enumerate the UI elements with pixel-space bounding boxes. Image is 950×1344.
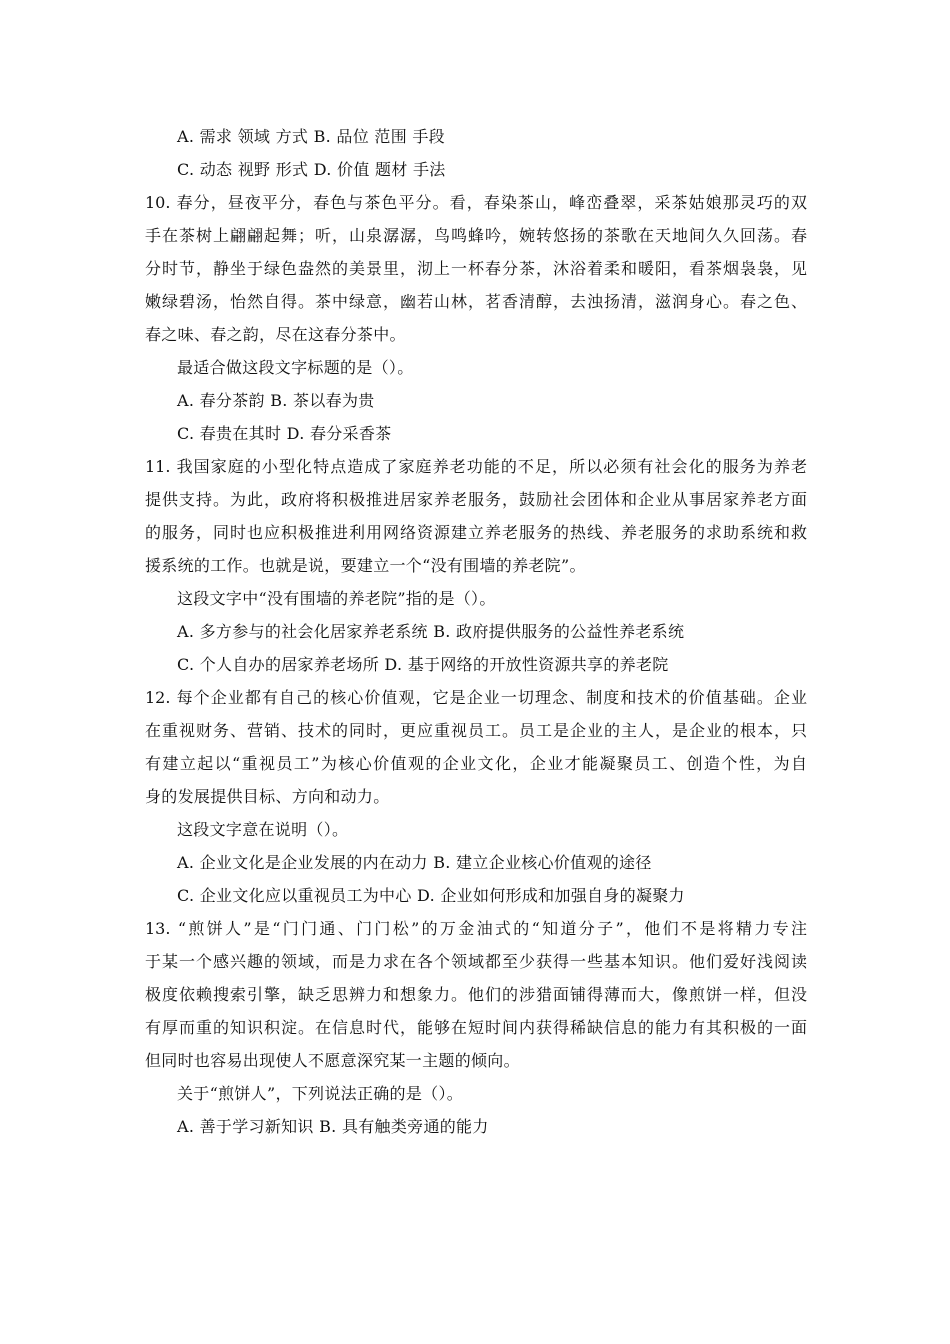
q10-options-line-2: C. 春贵在其时 D. 春分采香茶 <box>177 424 392 443</box>
q10-stem-line-3: 分时节，静坐于绿色盎然的美景里，沏上一杯春分茶，沐浴着柔和暖阳，看茶烟袅袅，见 <box>145 259 807 278</box>
q11-stem-line-3: 的服务，同时也应积极推进利用网络资源建立养老服务的热线、养老服务的求助系统和救 <box>145 523 807 542</box>
q11-options-line-2: C. 个人自办的居家养老场所 D. 基于网络的开放性资源共享的养老院 <box>177 655 669 674</box>
q11-options-line-1: A. 多方参与的社会化居家养老系统 B. 政府提供服务的公益性养老系统 <box>177 622 685 641</box>
q11-stem-line-4: 援系统的工作。也就是说，要建立一个“没有围墙的养老院”。 <box>145 556 586 575</box>
q10-stem-line-4: 嫩绿碧汤，怡然自得。茶中绿意，幽若山林，茗香清醇，去浊扬清，滋润身心。春之色、 <box>145 292 807 311</box>
q11-stem-line-2: 提供支持。为此，政府将积极推进居家养老服务，鼓励社会团体和企业从事居家养老方面 <box>145 490 807 509</box>
q12-stem-line-1: 12. 每个企业都有自己的核心价值观，它是企业一切理念、制度和技术的价值基础。企业 <box>145 688 807 707</box>
q10-options-line-1: A. 春分茶韵 B. 茶以春为贵 <box>177 391 375 410</box>
q13-options-line-1: A. 善于学习新知识 B. 具有触类旁通的能力 <box>177 1117 489 1136</box>
q12-stem-line-4: 身的发展提供目标、方向和动力。 <box>145 787 390 806</box>
q13-stem-line-4: 有厚而重的知识积淀。在信息时代，能够在短时间内获得稀缺信息的能力有其积极的一面 <box>145 1018 807 1037</box>
q9-options-line-1: A. 需求 领域 方式 B. 品位 范围 手段 <box>177 127 445 146</box>
q10-stem-line-2: 手在茶树上翩翩起舞；听，山泉潺潺，鸟鸣蜂吟，婉转悠扬的茶歌在天地间久久回荡。春 <box>145 226 807 245</box>
q10-stem-line-1: 10. 春分，昼夜平分，春色与茶色平分。看，春染茶山，峰峦叠翠，采茶姑娘那灵巧的双 <box>145 193 807 212</box>
q12-options-line-1: A. 企业文化是企业发展的内在动力 B. 建立企业核心价值观的途径 <box>177 853 652 872</box>
q13-stem-line-2: 于某一个感兴趣的领域，而是力求在各个领域都至少获得一些基本知识。他们爱好浅阅读 <box>145 952 807 971</box>
q10-question: 最适合做这段文字标题的是（）。 <box>177 358 414 377</box>
q12-question: 这段文字意在说明（）。 <box>177 820 349 839</box>
q12-stem-line-2: 在重视财务、营销、技术的同时，更应重视员工。员工是企业的主人，是企业的根本，只 <box>145 721 807 740</box>
q13-stem-line-3: 极度依赖搜索引擎，缺乏思辨力和想象力。他们的涉猎面铺得薄而大，像煎饼一样，但没 <box>145 985 807 1004</box>
q9-options-line-2: C. 动态 视野 形式 D. 价值 题材 手法 <box>177 160 446 179</box>
q13-stem-line-5: 但同时也容易出现使人不愿意深究某一主题的倾向。 <box>145 1051 520 1070</box>
q12-options-line-2: C. 企业文化应以重视员工为中心 D. 企业如何形成和加强自身的凝聚力 <box>177 886 685 905</box>
q11-question: 这段文字中“没有围墙的养老院”指的是（）。 <box>177 589 496 608</box>
q13-question: 关于“煎饼人”，下列说法正确的是（）。 <box>177 1084 464 1103</box>
q12-stem-line-3: 有建立起以“重视员工”为核心价值观的企业文化，企业才能凝聚员工、创造个性，为自 <box>145 754 807 773</box>
q10-stem-line-5: 春之味、春之韵，尽在这春分茶中。 <box>145 325 406 344</box>
q11-stem-line-1: 11. 我国家庭的小型化特点造成了家庭养老功能的不足，所以必须有社会化的服务为养老 <box>145 457 807 476</box>
q13-stem-line-1: 13. “煎饼人”是“门门通、门门松”的万金油式的“知道分子”，他们不是将精力专注 <box>145 919 807 938</box>
